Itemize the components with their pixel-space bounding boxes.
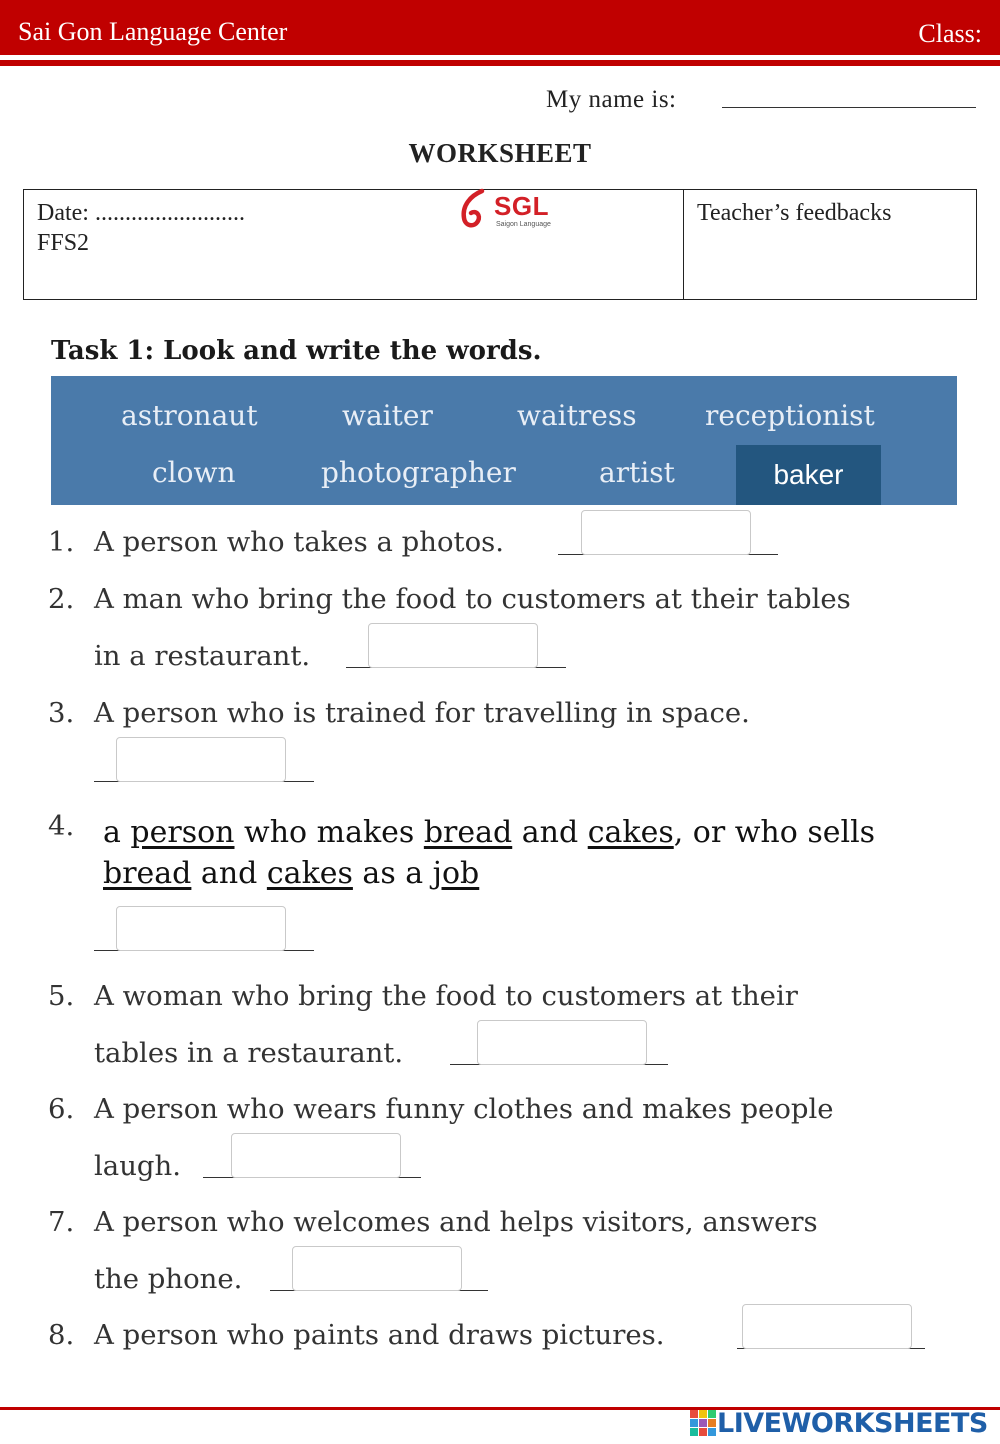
- question-4-line-2: bread and cakes as a job: [103, 856, 480, 891]
- answer-input-1[interactable]: [581, 510, 751, 555]
- question-4-line-1: a person who makes bread and cakes, or who sells: [103, 815, 876, 850]
- word-waitress[interactable]: waitress: [517, 399, 637, 432]
- question-1-text: A person who takes a photos.: [94, 526, 505, 558]
- word-astronaut[interactable]: astronaut: [121, 399, 258, 432]
- question-6-number: 6.: [48, 1093, 75, 1125]
- answer-input-6[interactable]: [231, 1133, 401, 1178]
- date-field: Date: .........................: [37, 200, 245, 226]
- question-5-text-line-1: A woman who bring the food to customers at their: [94, 980, 798, 1012]
- question-3-text: A person who is trained for travelling in space.: [94, 697, 750, 729]
- word-clown[interactable]: clown: [152, 456, 236, 489]
- word-baker[interactable]: baker: [736, 445, 881, 505]
- question-7-text-line-2: the phone.: [94, 1263, 243, 1295]
- question-2-text-line-1: A man who bring the food to customers at their tables: [94, 583, 851, 615]
- info-divider: [683, 190, 684, 299]
- sgl-logo: [456, 190, 566, 234]
- question-2-text-line-2: in a restaurant.: [94, 640, 311, 672]
- center-name: Sai Gon Language Center: [18, 17, 288, 46]
- info-box: [23, 189, 977, 300]
- liveworksheets-logo: [690, 1408, 995, 1438]
- question-6-text-line-2: laugh.: [94, 1150, 181, 1182]
- liveworksheets-blocks-icon: [690, 1410, 716, 1436]
- question-8-text: A person who paints and draws pictures.: [94, 1319, 665, 1351]
- name-line: [722, 107, 976, 108]
- logo-text: SGL: [494, 191, 549, 221]
- question-5-number: 5.: [48, 980, 75, 1012]
- question-3-number: 3.: [48, 697, 75, 729]
- name-label: My name is:: [546, 86, 677, 113]
- class-code: FFS2: [37, 230, 90, 256]
- sgl-logo-icon: [456, 188, 490, 232]
- question-7-number: 7.: [48, 1206, 75, 1238]
- word-link-person[interactable]: person: [130, 815, 235, 850]
- answer-input-2[interactable]: [368, 623, 538, 668]
- question-7-text-line-1: A person who welcomes and helps visitors, answers: [94, 1206, 818, 1238]
- word-link-cakes[interactable]: cakes: [587, 815, 674, 850]
- question-4-text: [103, 812, 875, 894]
- teacher-feedback-label: Teacher’s feedbacks: [697, 200, 892, 226]
- question-1-number: 1.: [48, 526, 75, 558]
- word-link-bread-2[interactable]: bread: [103, 856, 192, 891]
- word-receptionist[interactable]: receptionist: [705, 399, 875, 432]
- word-artist[interactable]: artist: [599, 456, 675, 489]
- logo-subtitle: Saigon Language: [496, 221, 551, 228]
- question-6-text-line-1: A person who wears funny clothes and makes people: [94, 1093, 834, 1125]
- answer-input-3[interactable]: [116, 737, 286, 782]
- answer-input-5[interactable]: [477, 1020, 647, 1065]
- question-2-number: 2.: [48, 583, 75, 615]
- answer-input-4[interactable]: [116, 906, 286, 951]
- header-bar: [0, 0, 1000, 55]
- question-8-number: 8.: [48, 1319, 75, 1351]
- word-link-cakes-2[interactable]: cakes: [266, 856, 353, 891]
- question-5-text-line-2: tables in a restaurant.: [94, 1037, 404, 1069]
- answer-input-8[interactable]: [742, 1304, 912, 1349]
- word-bank: [51, 376, 957, 505]
- liveworksheets-text: LIVEWORKSHEETS: [717, 1408, 988, 1439]
- word-waiter[interactable]: waiter: [342, 399, 433, 432]
- answer-input-7[interactable]: [292, 1246, 462, 1291]
- worksheet-title: WORKSHEET: [408, 138, 592, 168]
- word-link-bread[interactable]: bread: [423, 815, 513, 850]
- question-4-number: 4.: [48, 810, 75, 842]
- header-divider: [0, 60, 1000, 66]
- word-link-job[interactable]: job: [432, 856, 480, 891]
- class-label: Class:: [918, 19, 982, 48]
- task-title: Task 1: Look and write the words.: [51, 336, 542, 366]
- word-photographer[interactable]: photographer: [321, 456, 516, 489]
